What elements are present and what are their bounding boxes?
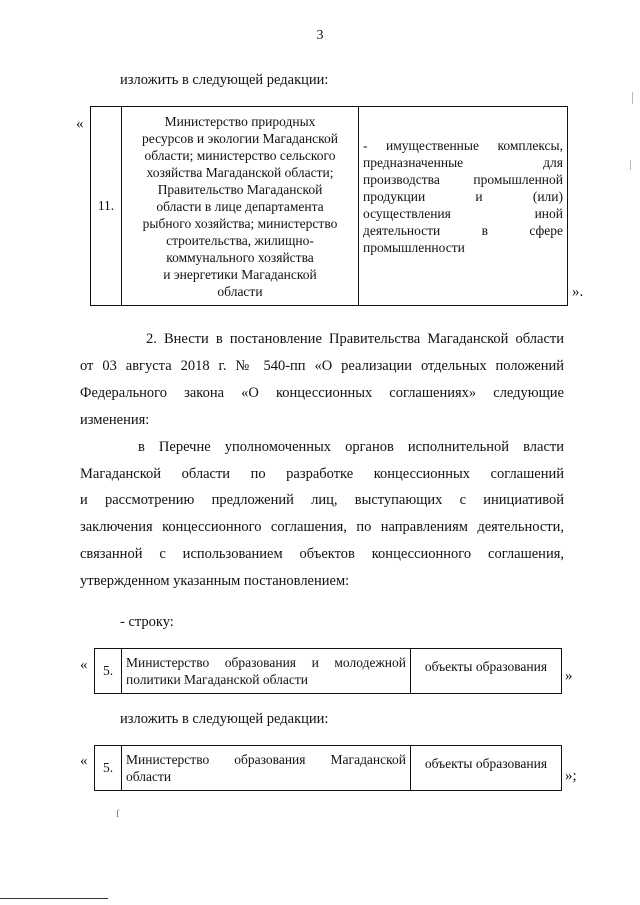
table2-org-line: политики Магаданской области [126, 672, 308, 687]
page-number: 3 [316, 28, 324, 43]
table1-org-line: рыбного хозяйства; министерство [142, 215, 338, 231]
table1-org-line: Правительство Магаданской [157, 181, 323, 197]
table2-org-cell [122, 649, 411, 694]
table1-org-cell [122, 107, 359, 306]
table-row [95, 746, 562, 791]
table2-open-quote: « [80, 657, 88, 673]
para3-line: в Перечне уполномоченных органов исполнительной власти [138, 439, 564, 455]
row-label: - строку: [120, 614, 174, 630]
table1-num-cell [91, 107, 122, 306]
table1-org-line: области [217, 283, 263, 299]
table1-org-line: области; министерство сельского [144, 147, 336, 163]
table1-objects-line: предназначенные для [363, 154, 563, 170]
table1-open-quote: « [76, 116, 84, 132]
table1-org-line: строительства, жилищно- [166, 232, 314, 248]
table2-num-cell [95, 649, 122, 694]
table1-objects-line: промышленности [363, 239, 465, 255]
table3 [94, 745, 562, 791]
table3-org-line: области [126, 769, 172, 784]
table1-org-line: хозяйства Магаданской области; [146, 164, 334, 180]
scan-artifact [632, 92, 633, 104]
para3-line: Магаданской области по разработке концессионных соглашений [80, 466, 564, 482]
bottom-rule [0, 898, 108, 899]
table3-org-cell [122, 746, 411, 791]
table1-objects-line: деятельности в сфере [363, 222, 563, 238]
table1-objects-cell [359, 107, 568, 306]
table1-objects-line: - имущественные комплексы, [363, 137, 563, 153]
para3-line: и рассмотрению предложений лиц, выступающих с инициативой [80, 492, 564, 508]
stray-mark: ſ [116, 808, 120, 820]
para2-line: Федерального закона «О концессионных соглашениях» следующие [80, 385, 564, 401]
table1-close-quote: ». [572, 284, 584, 300]
para2-line: от 03 августа 2018 г. № 540-пп «О реализации отдельных положений [80, 358, 564, 374]
table1-objects-line: продукции и (или) [363, 188, 563, 204]
table2-objects-cell [411, 649, 562, 694]
table3-objects: объекты образования [424, 756, 548, 771]
intro-text-2: изложить в следующей редакции: [120, 711, 329, 727]
table3-num: 5. [102, 760, 114, 775]
table2-objects: объекты образования [424, 659, 548, 674]
para3-line: заключения концессионного соглашения, по направлениям деятельности, [80, 519, 564, 535]
table-row [91, 107, 568, 306]
table1-org-line: Министерство природных [164, 113, 316, 129]
scan-artifact [630, 160, 631, 170]
table1-org-line: и энергетики Магаданской [163, 266, 317, 282]
intro-text-1: изложить в следующей редакции: [120, 72, 329, 88]
para2-line: 2. Внести в постановление Правительства Магаданской области [146, 331, 564, 347]
table3-open-quote: « [80, 753, 88, 769]
table1-org-line: области в лице департамента [156, 198, 324, 214]
table-row [95, 649, 562, 694]
table1-objects-line: производства промышленной [363, 171, 563, 187]
table3-num-cell [95, 746, 122, 791]
table3-objects-cell [411, 746, 562, 791]
table2-num: 5. [102, 663, 114, 678]
table2-org-line: Министерство образования и молодежной [126, 655, 406, 670]
para2-line: изменения: [80, 412, 150, 428]
para3-line: связанной с использованием объектов концессионного соглашения, [80, 546, 564, 562]
table1-org-line: ресурсов и экологии Магаданской [141, 130, 339, 146]
table1-num: 11. [97, 198, 115, 213]
table3-close-quote: »; [565, 768, 577, 784]
table2-close-quote: » [565, 668, 573, 684]
table1 [90, 106, 568, 306]
table2 [94, 648, 562, 694]
table1-org-line: коммунального хозяйства [166, 249, 314, 265]
table3-org-line: Министерство образования Магаданской [126, 752, 406, 767]
para3-line: утвержденном указанным постановлением: [80, 573, 350, 589]
table1-objects-line: осуществления иной [363, 205, 563, 221]
